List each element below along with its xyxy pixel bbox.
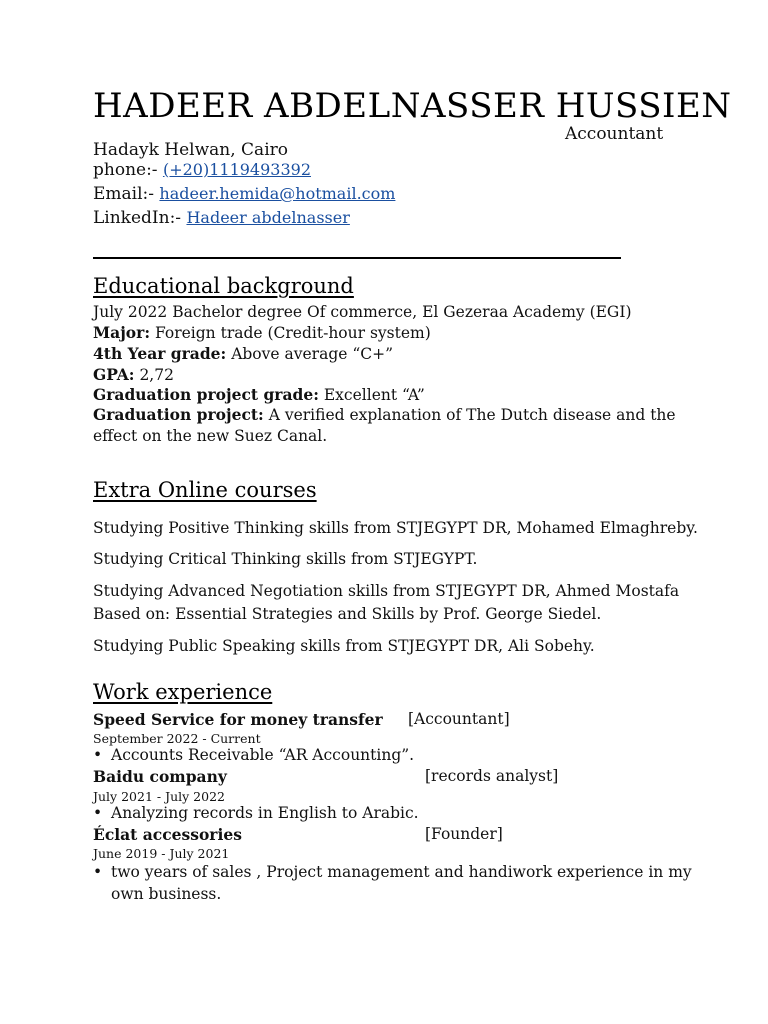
education-heading: Educational background [93,274,354,298]
project-grade-value: Excellent “A” [318,386,425,404]
project-grade-label: Graduation project grade: [93,385,319,404]
course-item: Studying Critical Thinking skills from STJEGYPT. [93,550,478,568]
gpa-label: GPA: [93,365,135,384]
job-bullet [93,803,419,824]
job-bullet [93,862,692,883]
course-item: Studying Public Speaking skills from STJEGYPT DR, Ali Sobehy. [93,637,595,655]
phone-row [93,160,311,180]
course-item-cont: Based on: Essential Strategies and Skills by Prof. George Siedel. [93,605,602,623]
major-label: Major: [93,323,151,342]
grade-label: 4th Year grade: [93,344,227,363]
header-divider [93,257,621,259]
job-position: [Accountant] [408,710,510,728]
linkedin-label: LinkedIn:- [93,208,187,228]
course-item: Studying Positive Thinking skills from STJEGYPT DR, Mohamed Elmaghreby. [93,519,698,537]
job-position: [Founder] [425,825,503,843]
job-position: [records analyst] [425,767,559,785]
major-value: Foreign trade (Credit-hour system) [150,324,431,342]
grade-value: Above average “C+” [226,345,394,363]
candidate-name: HADEER ABDELNASSER HUSSIEN [93,86,732,126]
education-gpa [93,365,174,385]
job-company: Éclat accessories [93,825,242,844]
linkedin-link[interactable]: Hadeer abdelnasser [186,208,350,227]
education-degree: July 2022 Bachelor degree Of commerce, El Gezeraa Academy (EGI) [93,303,632,321]
education-project-grade [93,385,425,405]
job-bullet [93,745,414,766]
course-item: Studying Advanced Negotiation skills from STJEGYPT DR, Ahmed Mostafa [93,582,680,600]
phone-label: phone:- [93,160,163,180]
job-company: Baidu company [93,767,227,786]
bullet-icon: • [93,804,103,822]
job-bullet-text: Analyzing records in English to Arabic. [111,804,419,822]
project-label: Graduation project: [93,405,264,424]
linkedin-row [93,208,350,228]
project-value-line1: A verified explanation of The Dutch disease and the [263,406,676,424]
work-heading: Work experience [93,680,273,704]
email-link[interactable]: hadeer.hemida@hotmail.com [159,184,396,203]
job-dates: June 2019 - July 2021 [93,846,230,861]
gpa-value: 2,72 [134,366,174,384]
education-project-cont: effect on the new Suez Canal. [93,427,328,445]
address: Hadayk Helwan, Cairo [93,140,288,160]
email-label: Email:- [93,184,160,204]
job-company: Speed Service for money transfer [93,710,383,729]
email-row [93,184,395,204]
bullet-icon: • [93,746,103,764]
job-role-title: Accountant [565,124,664,144]
education-major [93,323,431,343]
education-project [93,405,676,425]
job-bullet-text: Accounts Receivable “AR Accounting”. [111,746,415,764]
courses-heading: Extra Online courses [93,478,317,502]
bullet-icon: • [93,863,103,881]
job-bullet-text: two years of sales , Project management and handiwork experience in my [111,863,692,881]
job-bullet-cont: own business. [111,885,222,903]
phone-link[interactable]: (+20)1119493392 [162,160,311,179]
job-dates: July 2021 - July 2022 [93,789,225,804]
education-grade [93,344,393,364]
job-dates: September 2022 - Current [93,731,261,746]
